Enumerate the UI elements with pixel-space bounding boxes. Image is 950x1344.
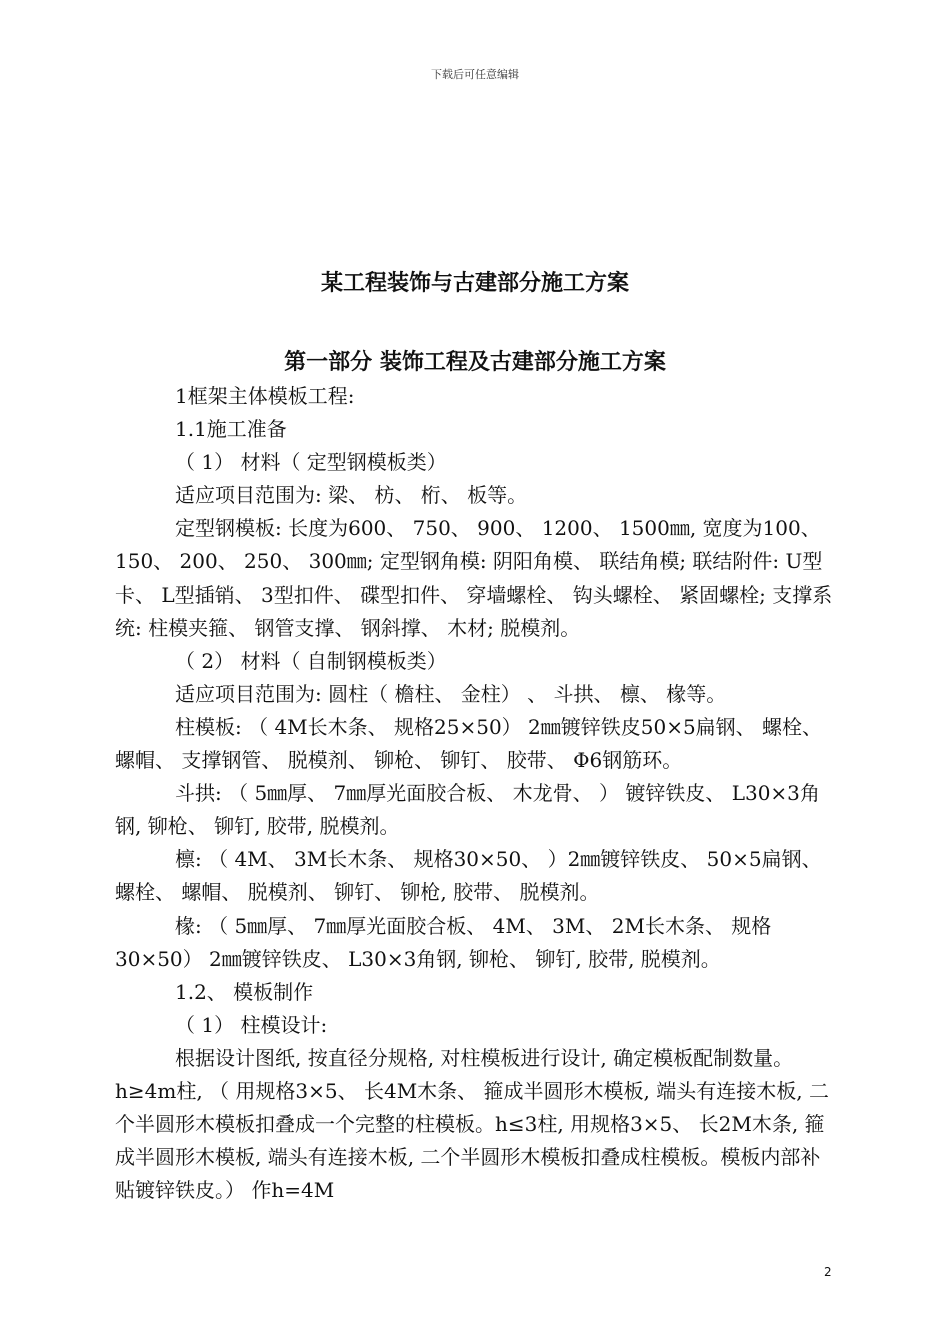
list-item-heading: （ 1） 柱模设计: <box>175 1012 328 1037</box>
document-body <box>115 380 837 1207</box>
paragraph: 斗拱: （ 5㎜厚、 7㎜厚光面胶合板、 木龙骨、 ） 镀锌铁皮、 L30×3角钢, 铆枪、 铆钉, 胶带, 脱模剂。 <box>115 781 820 839</box>
section-heading: 1框架主体模板工程: <box>175 384 355 408</box>
list-item-heading: （ 1） 材料（ 定型钢模板类） <box>175 450 447 475</box>
subsection-heading: 1.1施工准备 <box>175 417 287 442</box>
paragraph: 适应项目范围为: 梁、 枋、 桁、 板等。 <box>175 483 528 508</box>
part-title: 第一部分 装饰工程及古建部分施工方案 <box>284 350 666 375</box>
page-header-note: 下载后可任意编辑 <box>431 68 519 81</box>
paragraph: 根据设计图纸, 按直径分规格, 对柱模板进行设计, 确定模板配制数量。h≥4m柱, （ 用规格3×5、 长4M木条、 箍成半圆形木模板, 端头有连接木板, 二个半圆形木模板扣叠成一个完整的柱模板。h≤3柱, 用规格3×5、 长2M木条, 箍成半圆形木模板, 端头有连接木板, 二个半圆形木模板扣叠成柱模板。模板内部补贴镀锌铁皮。） 作h=4M <box>115 1045 829 1203</box>
paragraph: 定型钢模板: 长度为600、 750、 900、 1200、 1500㎜, 宽度为100、 150、 200、 250、 300㎜; 定型钢角模: 阴阳角模、 联结角模; 联结附件: U型卡、 L型插销、 3型扣件、 碟型扣件、 穿墙螺栓、 钩头螺栓、 紧固螺栓; 支撑系统: 柱模夹箍、 钢管支撑、 钢斜撑、 木材; 脱模剂。 <box>115 516 833 640</box>
page-number: 2 <box>824 1265 832 1279</box>
paragraph: 檩: （ 4M、 3M长木条、 规格30×50、 ）2㎜镀锌铁皮、 50×5扁钢、 螺栓、 螺帽、 脱模剂、 铆钉、 铆枪, 胶带、 脱模剂。 <box>115 847 822 905</box>
list-item-heading: （ 2） 材料（ 自制钢模板类） <box>175 648 447 673</box>
document-title: 某工程装饰与古建部分施工方案 <box>320 271 629 296</box>
paragraph: 椽: （ 5㎜厚、 7㎜厚光面胶合板、 4M、 3M、 2M长木条、 规格30×50） 2㎜镀锌铁皮、 L30×3角钢, 铆枪、 铆钉, 胶带, 脱模剂。 <box>115 913 772 971</box>
paragraph: 适应项目范围为: 圆柱（ 檐柱、 金柱） 、 斗拱、 檩、 椽等。 <box>175 681 727 706</box>
paragraph: 柱模板: （ 4M长木条、 规格25×50） 2㎜镀锌铁皮50×5扁钢、 螺栓、 螺帽、 支撑钢管、 脱模剂、 铆枪、 铆钉、 胶带、 Φ6钢筋环。 <box>115 714 823 773</box>
subsection-heading: 1.2、 模板制作 <box>175 979 314 1004</box>
